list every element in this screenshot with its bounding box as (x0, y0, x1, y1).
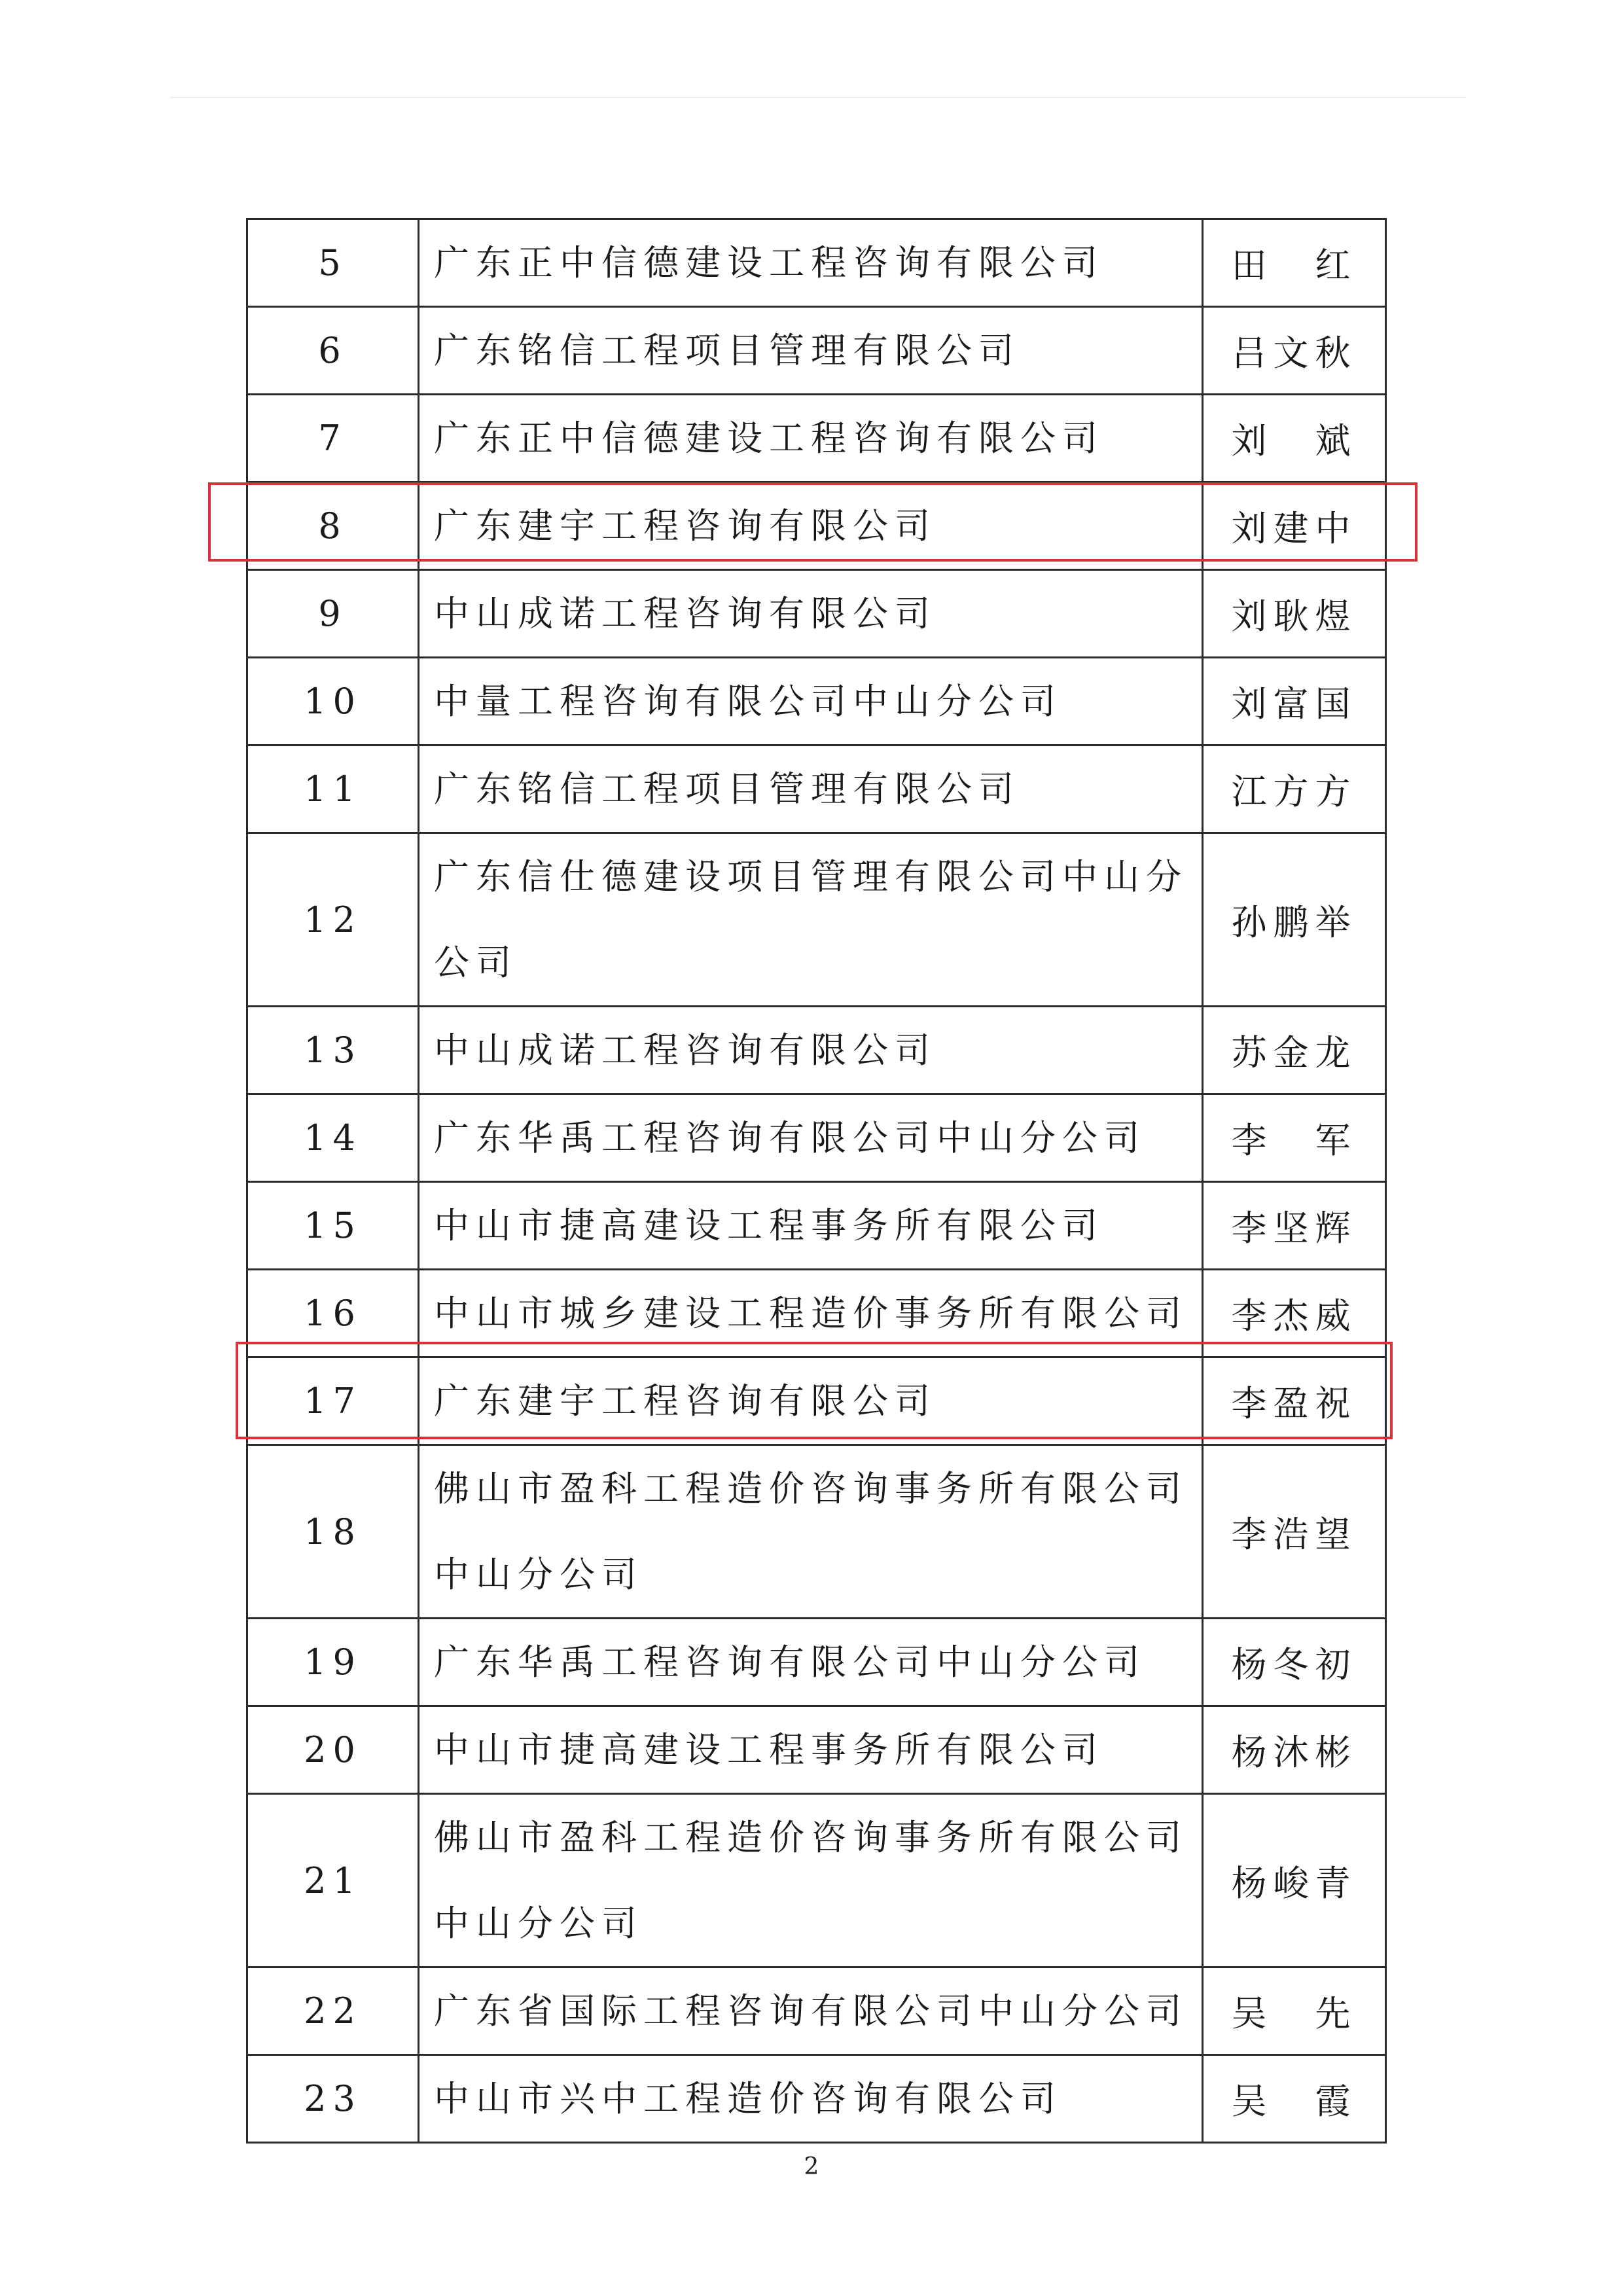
row-number: 14 (247, 1094, 419, 1182)
company-name: 广东铭信工程项目管理有限公司 (419, 745, 1203, 833)
company-name: 广东信仕德建设项目管理有限公司中山分公司 (419, 833, 1203, 1007)
table-row (247, 1619, 1386, 1706)
row-number: 8 (247, 482, 419, 570)
company-name: 佛山市盈科工程造价咨询事务所有限公司中山分公司 (419, 1794, 1203, 1967)
company-name: 中山市捷高建设工程事务所有限公司 (419, 1182, 1203, 1270)
company-name: 广东正中信德建设工程咨询有限公司 (419, 219, 1203, 307)
row-number: 17 (247, 1357, 419, 1445)
company-name: 中山市捷高建设工程事务所有限公司 (419, 1706, 1203, 1794)
table-row (247, 745, 1386, 833)
table-row (247, 2055, 1386, 2143)
table-row (247, 219, 1386, 307)
table-row (247, 570, 1386, 658)
person-name: 刘建中 (1203, 482, 1386, 570)
page-number: 2 (804, 2153, 819, 2180)
row-number: 19 (247, 1619, 419, 1706)
row-number: 10 (247, 658, 419, 745)
person-name: 杨冬初 (1203, 1619, 1386, 1706)
company-name: 中山市兴中工程造价咨询有限公司 (419, 2055, 1203, 2143)
person-name: 李盈祝 (1203, 1357, 1386, 1445)
person-name: 江方方 (1203, 745, 1386, 833)
row-number: 16 (247, 1270, 419, 1357)
person-name: 吕文秋 (1203, 307, 1386, 395)
company-name: 广东华禹工程咨询有限公司中山分公司 (419, 1619, 1203, 1706)
row-number: 11 (247, 745, 419, 833)
company-name: 广东华禹工程咨询有限公司中山分公司 (419, 1094, 1203, 1182)
row-number: 9 (247, 570, 419, 658)
person-name: 李 军 (1203, 1094, 1386, 1182)
row-number: 13 (247, 1007, 419, 1094)
person-name: 田 红 (1203, 219, 1386, 307)
table-row (247, 1794, 1386, 1967)
company-name: 广东建宇工程咨询有限公司 (419, 1357, 1203, 1445)
person-name: 李杰威 (1203, 1270, 1386, 1357)
row-number: 21 (247, 1794, 419, 1967)
row-number: 5 (247, 219, 419, 307)
table-row (247, 1357, 1386, 1445)
table-row (247, 1706, 1386, 1794)
row-number: 7 (247, 395, 419, 482)
person-name: 杨峻青 (1203, 1794, 1386, 1967)
company-name: 中山市城乡建设工程造价事务所有限公司 (419, 1270, 1203, 1357)
company-name: 广东建宇工程咨询有限公司 (419, 482, 1203, 570)
table-row (247, 1445, 1386, 1619)
person-name: 吴 先 (1203, 1967, 1386, 2055)
table-row (247, 1182, 1386, 1270)
table-row (247, 833, 1386, 1007)
table-row (247, 307, 1386, 395)
scan-artifact-line (170, 97, 1466, 98)
company-name: 广东省国际工程咨询有限公司中山分公司 (419, 1967, 1203, 2055)
person-name: 李浩望 (1203, 1445, 1386, 1619)
person-name: 孙鹏举 (1203, 833, 1386, 1007)
company-name: 中量工程咨询有限公司中山分公司 (419, 658, 1203, 745)
company-name: 广东正中信德建设工程咨询有限公司 (419, 395, 1203, 482)
table-row (247, 1094, 1386, 1182)
person-name: 杨沐彬 (1203, 1706, 1386, 1794)
person-name: 李坚辉 (1203, 1182, 1386, 1270)
row-number: 20 (247, 1706, 419, 1794)
table-row (247, 482, 1386, 570)
table-row (247, 658, 1386, 745)
row-number: 12 (247, 833, 419, 1007)
company-name: 广东铭信工程项目管理有限公司 (419, 307, 1203, 395)
company-name: 中山成诺工程咨询有限公司 (419, 1007, 1203, 1094)
roster-table (246, 218, 1387, 2144)
person-name: 苏金龙 (1203, 1007, 1386, 1094)
table-row (247, 1270, 1386, 1357)
person-name: 刘 斌 (1203, 395, 1386, 482)
person-name: 吴 霞 (1203, 2055, 1386, 2143)
person-name: 刘富国 (1203, 658, 1386, 745)
row-number: 15 (247, 1182, 419, 1270)
row-number: 6 (247, 307, 419, 395)
row-number: 23 (247, 2055, 419, 2143)
company-name: 中山成诺工程咨询有限公司 (419, 570, 1203, 658)
table-row (247, 1007, 1386, 1094)
person-name: 刘耿煜 (1203, 570, 1386, 658)
table-row (247, 1967, 1386, 2055)
company-name: 佛山市盈科工程造价咨询事务所有限公司中山分公司 (419, 1445, 1203, 1619)
row-number: 22 (247, 1967, 419, 2055)
row-number: 18 (247, 1445, 419, 1619)
table-row (247, 395, 1386, 482)
